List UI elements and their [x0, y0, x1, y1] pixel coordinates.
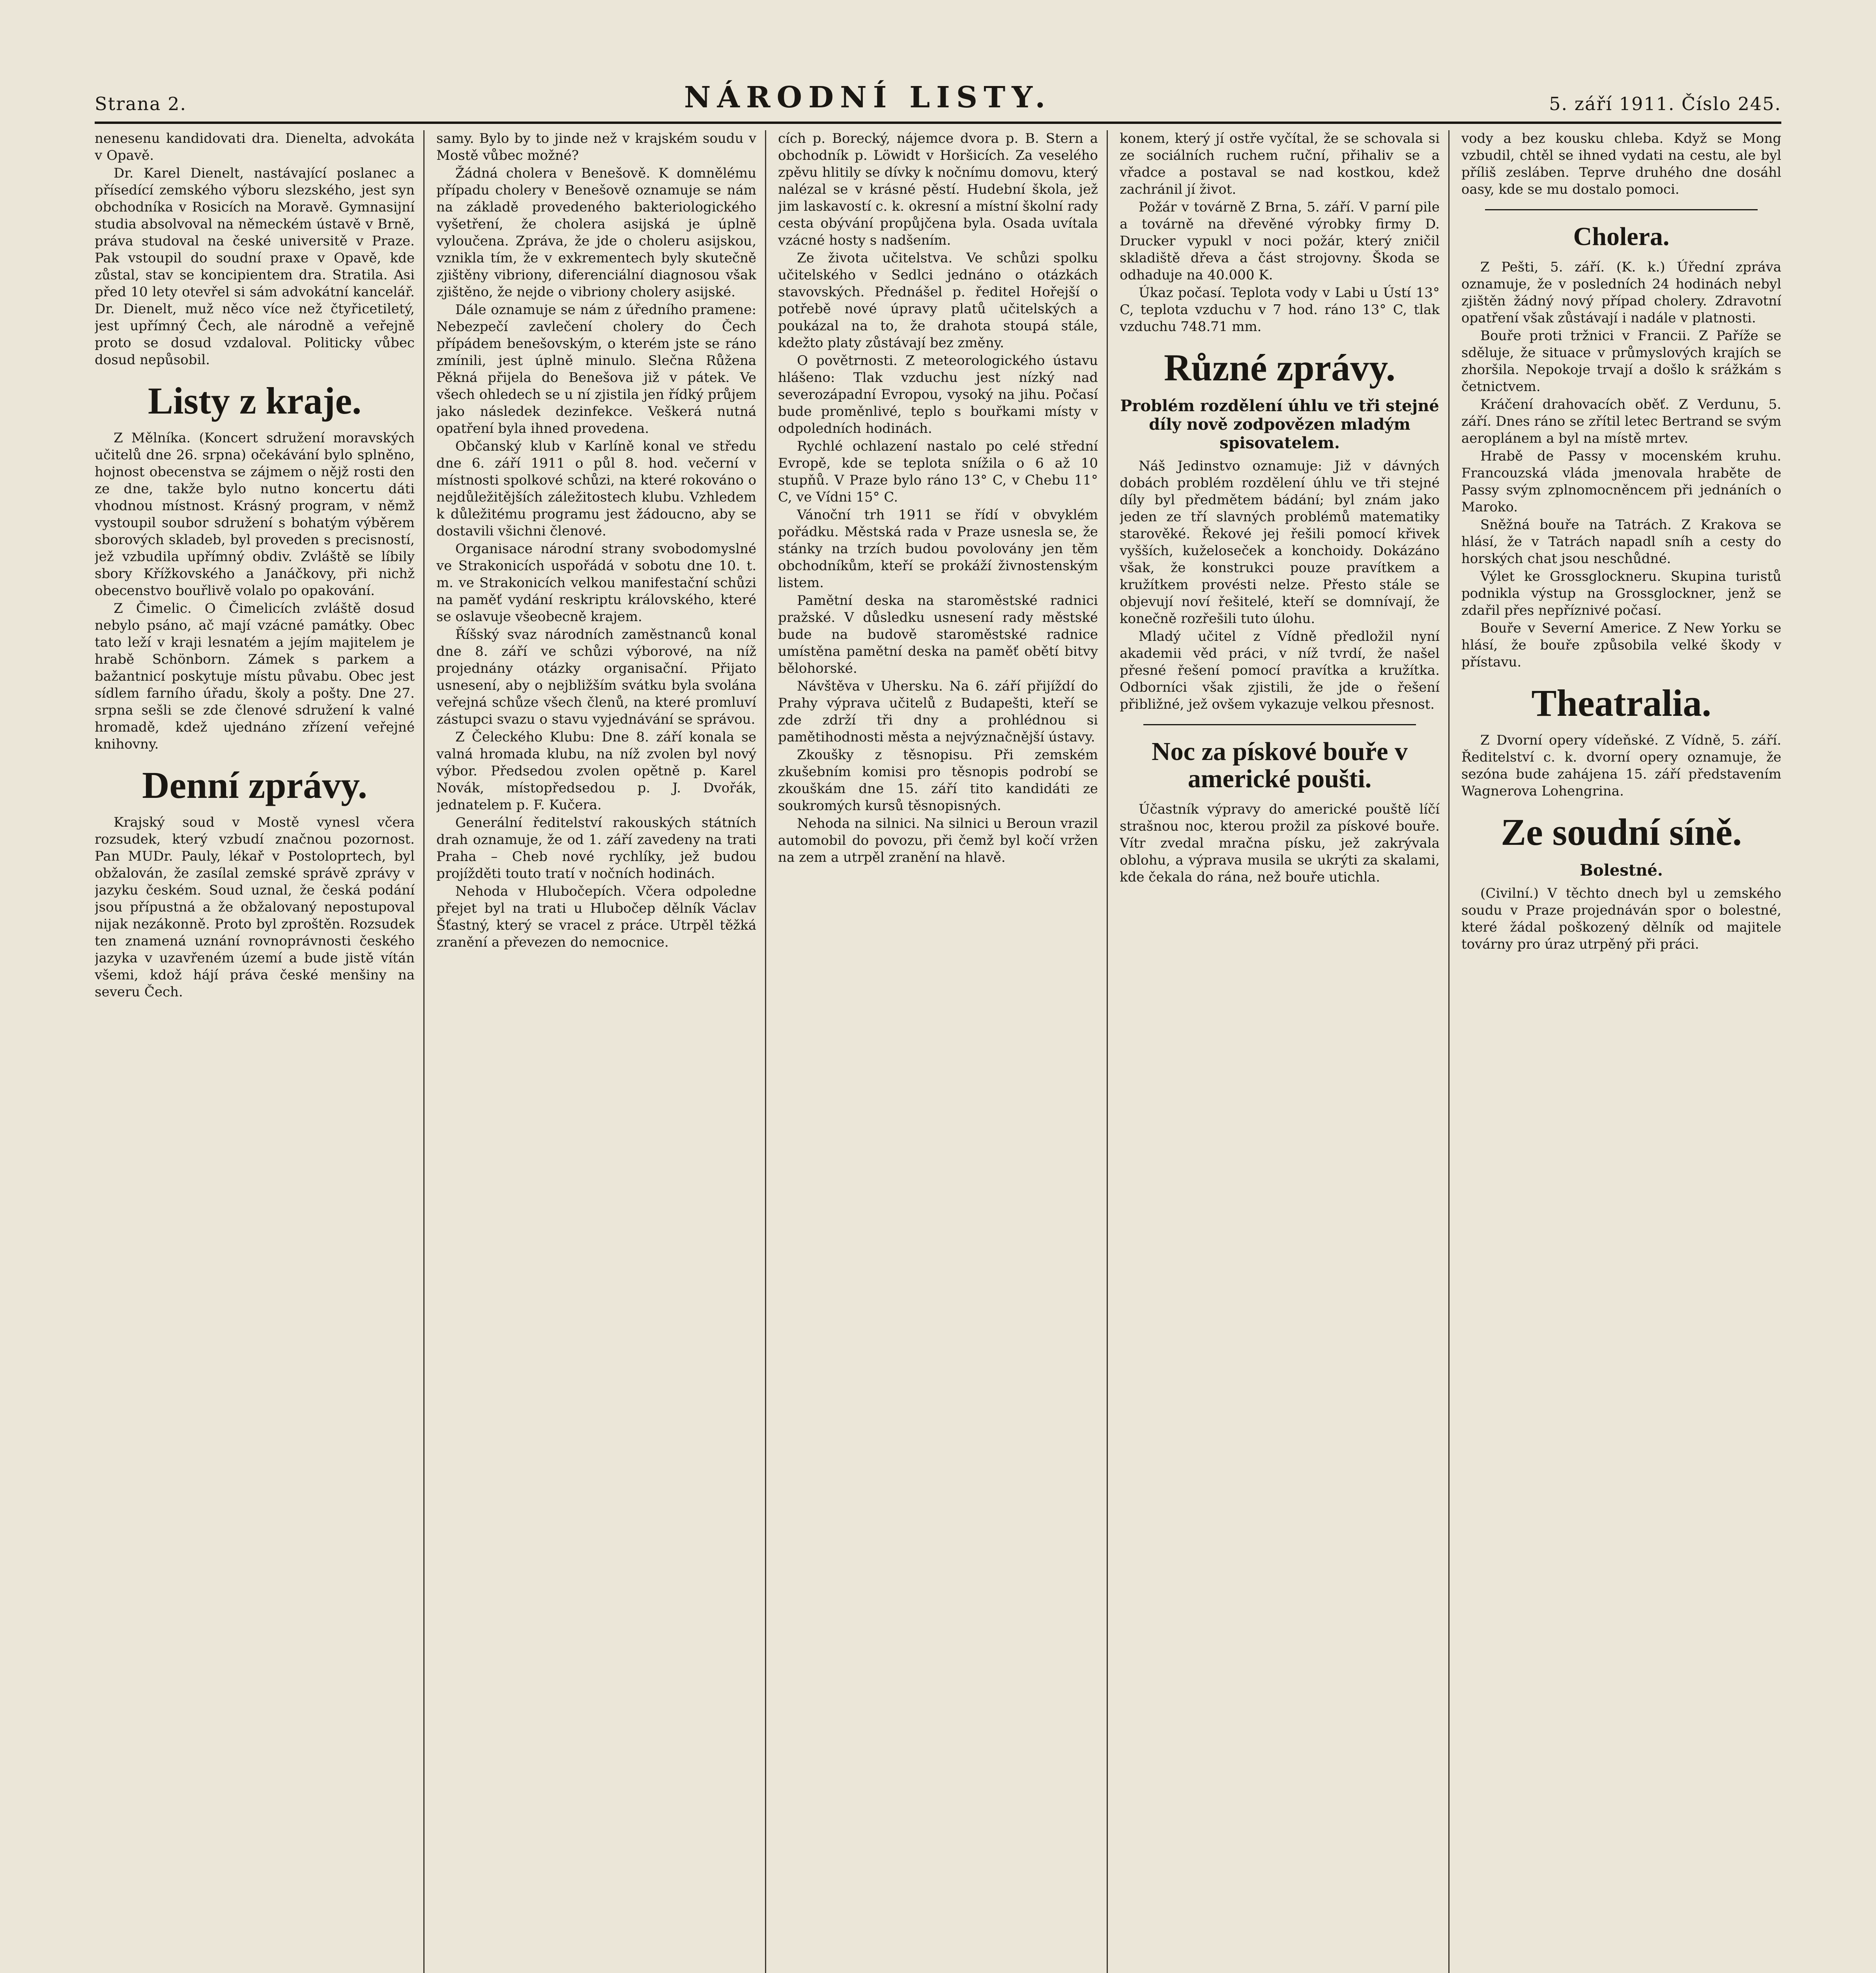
article-text: samy. Bylo by to jinde než v krajském soudu v Mostě vůbec možné? — [436, 131, 756, 163]
article-text: Z Mělníka. (Koncert sdružení moravských učitelů dne 26. srpna) očekávání bylo splněno, hojnost obecenstva se zájmem o nějž rosti den ze dne, takže bylo nutno koncertu dáti vhodnou místnost. Krásný program, v němž vystoupil soubor sdružení s bohatým výběrem sborových skladeb, byl proveden s precisností, jež vzbudila upřímný obdiv. Zvláště se líbily sbory Křížkovského a Janáčkovy, při nichž obecenstvo bouřlivě volalo po opakování. — [95, 430, 415, 599]
article-text: Úkaz počasí. Teplota vody v Labi u Ústí 13° C, teplota vzduchu v 7 hod. ráno 13° C, tlak vzduchu 748.71 mm. — [1120, 285, 1440, 335]
article-text: Z Čeleckého Klubu: Dne 8. září konala se valná hromada klubu, na níž zvolen byl nový výbor. Předsedou zvolen opětně p. Karel Novák, místopředsedou p. J. Dvořák, jednatelem p. F. Kučera. — [436, 729, 756, 813]
article-text: Z Dvorní opery vídeňské. Z Vídně, 5. září. Ředitelství c. k. dvorní opery oznamuje, že sezóna bude zahájena 15. září představením Wagnerova Lohengrina. — [1461, 732, 1781, 799]
divider — [1485, 209, 1758, 210]
article-text: Bouře proti tržnici v Francii. Z Paříže se sděluje, že situace v průmyslových krajích se zhoršila. Nepokoje trvají a došlo k srážkám s četnictvem. — [1461, 328, 1781, 395]
article-text: Náš Jedinstvo oznamuje: Již v dávných dobách problém rozdělení úhlu ve tři stejné díly byl předmětem bádání; byl znám jako jeden ze tří slavných problémů matematiky starověké. Řekové jej řešili pomocí křivek vyšších, kuželoseček a konchoidy. Dokázáno však, že konstrukci pouze pravítkem a kružítkem provésti nelze. Přesto stále se objevují noví řešitelé, kteří se domnívají, že konečně rozřešili tuto úlohu. — [1120, 458, 1440, 627]
article-text: Krajský soud v Mostě vynesl včera rozsudek, který vzbudí značnou pozornost. Pan MUDr. Pauly, lékař v Postoloprtech, byl obžalován, že zasílal zemské správě zprávy v jazyku českém. Soud uznal, že česká podání jsou přípustná a že obžalovaný nepostupoval nijak nezákonně. Proto byl zproštěn. Rozsudek ten znamená uznání rovnoprávnosti českého jazyka v uzavřeném území a bude jistě vítán všemi, kdož hájí práva české menšiny na severu Čech. — [95, 814, 415, 1000]
article-text: Pamětní deska na staroměstské radnici pražské. V důsledku usnesení rady městské bude na budově staroměstské radnice umístěna pamětní deska na paměť obětí bitvy bělohorské. — [778, 593, 1098, 676]
page-header — [95, 71, 1781, 124]
article-text: Rychlé ochlazení nastalo po celé střední Evropě, kde se teplota snížila o 6 až 10 stupňů. V Praze bylo ráno 13° C, v Chebu 11° C, ve Vídni 15° C. — [778, 438, 1098, 505]
section-heading: Noc za pískové bouře v americké poušti. — [1152, 737, 1408, 794]
article-text: Žádná cholera v Benešově. K domnělému případu cholery v Benešově oznamuje se nám na základě provedeného bakteriologického vyšetření, že cholera asijská je úplně vyloučena. Zpráva, že jde o choleru asijskou, vznikla tím, že v exkrementech byly skutečně zjištěny vibriony, diferenciální diagnosou však zjištěno, že nejde o vibriony cholery asijské. — [436, 165, 756, 300]
article-text: Nehoda v Hlubočepích. Včera odpoledne přejet byl na trati u Hlubočep dělník Václav Šťastný, který se vracel z práce. Utrpěl těžká zranění a převezen do nemocnice. — [436, 884, 756, 950]
section-heading: Cholera. — [1573, 222, 1670, 251]
article-text: konem, který jí ostře vyčítal, že se schovala si ze sociálních ruchem ruční, přihaliv se a vřadce a postaval se nad kostkou, kdež zachránil jí život. — [1120, 131, 1440, 197]
article-text: Ze života učitelstva. Ve schůzi spolku učitelského v Sedlci jednáno o otázkách stavovských. Přednášel p. ředitel Hořejší o potřebě nové úpravy platů učitelských a poukázal na to, že drahota stoupá stále, kdežto platy zůstávají bez změny. — [778, 250, 1098, 351]
section-heading: Listy z kraje. — [148, 380, 362, 422]
divider — [1143, 724, 1416, 725]
issue-date: 5. září 1911. Číslo 245. — [1549, 93, 1781, 114]
article-text: Účastník výpravy do americké pouště líčí strašnou noc, kterou prožil za pískové bouře. Vítr zvedal mračna písku, jež zakrývala oblohu, a výprava musila se ukrýti za skalami, kde čekala do rána, než bouře utichla. — [1120, 801, 1440, 885]
article-text: Výlet ke Grossglockneru. Skupina turistů podnikla výstup na Grossglockner, jenž se zdařil přes nepříznivé počasí. — [1461, 569, 1781, 619]
section-heading: Různé zprávy. — [1164, 346, 1395, 389]
column-2 — [436, 130, 766, 1973]
article-text: Bouře v Severní Americe. Z New Yorku se hlásí, že bouře způsobila velké škody v přístavu. — [1461, 620, 1781, 670]
column-1 — [95, 130, 425, 1973]
article-text: Dále oznamuje se nám z úředního pramene: Nebezpečí zavlečení cholery do Čech přípádem benešovským, o kterém jste se ráno zmínili, jest úplně minulo. Slečna Růžena Pěkná přijela do Benešova již v pátek. Ve všech ohledech se u ní zjistila jen řídký průjem jako následek dezinfekce. Veškerá nutná opatření byla ihned provedena. — [436, 302, 756, 436]
column-3 — [778, 130, 1108, 1973]
article-text: Z Čimelic. O Čimelicích zvláště dosud nebylo psáno, ač mají vzácné památky. Obec tato leží v kraji lesnatém a jejím majitelem je hrabě Schönborn. Zámek s parkem a bažantnicí poskytuje místu půvabu. Obec jest sídlem farního úřadu, školy a pošty. Dne 27. srpna sešli se zde členové sdružení k valné hromadě, kdež ujednáno zřízení veřejné knihovny. — [95, 600, 415, 752]
article-text: cích p. Borecký, nájemce dvora p. B. Stern a obchodník p. Löwidt v Horšicích. Za veselého zpěvu hlitily se dívky k nočnímu domovu, který nalézal se v krásné pěstí. Hudební škola, jež jim laskavostí c. k. okresní a místní školní rady cesta obývání propůjčena byla. Osada uvítala vzácné hosty s nadšením. — [778, 131, 1098, 248]
article-text: Návštěva v Uhersku. Na 6. září přijíždí do Prahy výprava učitelů z Budapešti, kteří se zde zdrží tři dny a prohlédnou si pamětihodnosti města a nejvýznačnější ústavy. — [778, 678, 1098, 745]
article-text: Organisace národní strany svobodomyslné ve Strakonicích uspořádá v sobotu dne 10. t. m. ve Strakonicích velkou manifestační schůzi na paměť vydání reskriptu královského, které se oslavuje všeobecně krajem. — [436, 541, 756, 625]
article-text: Dr. Karel Dienelt, nastávající poslanec a přísedící zemského výboru slezského, jest syn obchodníka v Rosicích na Moravě. Gymnasijní studia absolvoval na německém ústavě v Brně, práva studoval na české universitě v Praze. Pak vstoupil do soudní praxe v Opavě, kde zůstal, stav se koncipientem dra. Stratila. Asi před 10 lety otevřel si sám advokátní kancelář. Dr. Dienelt, muž něco více než čtyřicetiletý, jest upřímný Čech, ale národně a veřejně proto se dosud vzdaloval. Politicky vůbec dosud nepůsobil. — [95, 165, 415, 368]
column-5 — [1461, 130, 1781, 1973]
article-text: O povětrnosti. Z meteorologického ústavu hlášeno: Tlak vzduchu jest nízký nad severozápadní Evropou, vysoký na jihu. Počasí bude proměnlivé, teplo s bouřkami místy v odpoledních hodinách. — [778, 353, 1098, 436]
article-text: Z Pešti, 5. září. (K. k.) Úřední zpráva oznamuje, že v posledních 24 hodinách nebyl zjištěn žádný nový případ cholery. Zdravotní opatření však zůstávají i nadále v platnosti. — [1461, 259, 1781, 326]
page-number: Strana 2. — [95, 93, 187, 114]
article-text: Hrabě de Passy v mocenském kruhu. Francouzská vláda jmenovala hraběte de Passy svým zplnomocněncem při jednáních o Maroko. — [1461, 448, 1781, 515]
section-heading: Theatralia. — [1531, 682, 1711, 724]
article-text: Zkoušky z těsnopisu. Při zemském zkušebním komisi pro těsnopis podrobí se zkouškám dne 15. září tito kandidáti ze soukromých kursů těsnopisných. — [778, 747, 1098, 814]
article-text: Mladý učitel z Vídně předložil nyní akademii věd práci, v níž tvrdí, že našel přesné řešení pomocí pravítka a kružítka. Odborníci však zjistili, že jde o řešení přibližné, jež ovšem vykazuje velkou přesnost. — [1120, 628, 1440, 712]
section-heading: Denní zprávy. — [142, 764, 367, 806]
section-heading: Ze soudní síně. — [1501, 811, 1742, 854]
column-4 — [1120, 130, 1450, 1973]
columns — [95, 130, 1781, 1973]
article-text: (Civilní.) V těchto dnech byl u zemského soudu v Praze projednáván spor o bolestné, které žádal poškozený dělník od majitele továrny pro úraz utrpěný při práci. — [1461, 885, 1781, 952]
article-text: Kráčení drahovacích oběť. Z Verdunu, 5. září. Dnes ráno se zřítil letec Bertrand se svým aeroplánem a byl na místě mrtev. — [1461, 397, 1781, 447]
article-heading: Problém rozdělení úhlu ve tři stejné díly nově zodpovězen mladým spisovatelem. — [1120, 396, 1439, 452]
article-text: nenesenu kandidovati dra. Dienelta, advokáta v Opavě. — [95, 131, 415, 163]
article-heading: Bolestné. — [1580, 861, 1663, 880]
article-text: Sněžná bouře na Tatrách. Z Krakova se hlásí, že v Tatrách napadl sníh a cesty do horských chat jsou neschůdné. — [1461, 517, 1781, 567]
article-text: vody a bez kousku chleba. Když se Mong vzbudil, chtěl se ihned vydati na cestu, ale byl příliš zesláben. Teprve druhého dne dosáhl oasy, kde se mu dostalo pomoci. — [1461, 131, 1781, 197]
article-text: Nehoda na silnici. Na silnici u Beroun vrazil automobil do povozu, při čemž byl kočí vržen na zem a utrpěl zranění na hlavě. — [778, 816, 1098, 865]
article-text: Generální ředitelství rakouských státních drah oznamuje, že od 1. září zavedeny na trati Praha – Cheb nové rychlíky, jež budou projížděti touto tratí v nočních hodinách. — [436, 815, 756, 882]
article-text: Říšský svaz národních zaměstnanců konal dne 8. září ve schůzi výborové, na níž projednány otázky organisační. Přijato usnesení, aby o nejbližším svátku byla svolána veřejná schůze všech členů, na které promluví zástupci svazu o stavu vyjednávání se správou. — [436, 627, 756, 727]
article-text: Požár v továrně Z Brna, 5. září. V parní pile a továrně na dřevěné výrobky firmy D. Drucker vypukl v noci požár, který zničil skladiště dřeva a část strojovny. Škoda se odhaduje na 40.000 K. — [1120, 199, 1440, 283]
masthead-title: NÁRODNÍ LISTY. — [684, 80, 1052, 114]
article-text: Vánoční trh 1911 se řídí v obvyklém pořádku. Městská rada v Praze usnesla se, že stánky na trzích budou povolovány jen těm obchodníkům, kteří se prokáží živnostenským listem. — [778, 507, 1098, 591]
article-text: Občanský klub v Karlíně konal ve středu dne 6. září 1911 o půl 8. hod. večerní v místnosti spolkové schůzi, na které rokováno o nejdůležitějších záležitostech klubu. Vzhledem k důležitému programu jest žádoucno, aby se dostavili všichni členové. — [436, 438, 756, 539]
